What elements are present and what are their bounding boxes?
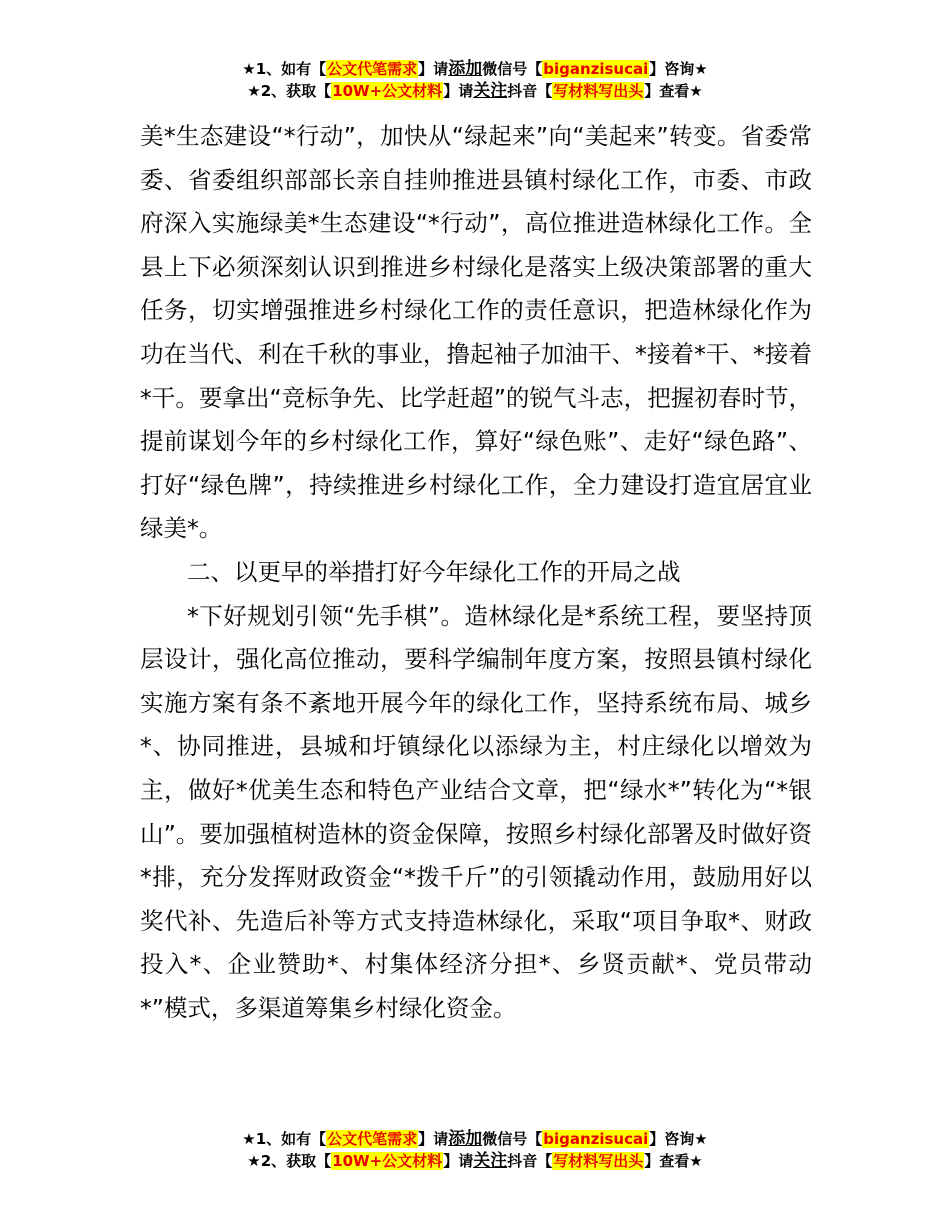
banner-text: ★2、获取【	[247, 1152, 332, 1170]
banner-highlight-douyin-id: 写材料写出头	[553, 1152, 644, 1170]
document-body	[140, 115, 812, 1030]
banner-highlight-wechat-id: biganzisucai	[543, 1130, 649, 1148]
banner-text: 】咨询★	[649, 1130, 708, 1148]
banner-text: 】查看★	[644, 82, 703, 100]
footer-banner-line-1	[0, 1128, 950, 1150]
banner-underline-follow: 关注	[473, 1151, 508, 1171]
banner-text: 】请	[443, 1152, 474, 1170]
banner-text: 】咨询★	[649, 60, 708, 78]
banner-text: 微信号【	[482, 1130, 543, 1148]
banner-text: 】请	[418, 1130, 449, 1148]
banner-text: ★1、如有【	[242, 60, 327, 78]
banner-highlight-materials: 10W+公文材料	[332, 1152, 443, 1170]
banner-text: 】请	[418, 60, 449, 78]
header-banner-line-2	[0, 80, 950, 102]
banner-text: ★2、获取【	[247, 82, 332, 100]
footer-banner	[0, 1128, 950, 1172]
header-banner-line-1	[0, 58, 950, 80]
header-banner	[0, 58, 950, 102]
banner-highlight-service: 公文代笔需求	[327, 1130, 418, 1148]
footer-banner-line-2	[0, 1150, 950, 1172]
section-heading: 二、以更早的举措打好今年绿化工作的开局之战	[187, 557, 681, 586]
banner-highlight-service: 公文代笔需求	[327, 60, 418, 78]
banner-text: 抖音【	[507, 1152, 553, 1170]
banner-text: 抖音【	[507, 82, 553, 100]
banner-text: ★1、如有【	[242, 1130, 327, 1148]
banner-underline-follow: 关注	[473, 81, 508, 101]
banner-highlight-materials: 10W+公文材料	[332, 82, 443, 100]
banner-text: 微信号【	[482, 60, 543, 78]
banner-text: 】请	[443, 82, 474, 100]
banner-underline-add: 添加	[448, 1129, 483, 1149]
paragraph-planning: *下好规划引领“先手棋”。造林绿化是*系统工程，要坚持顶层设计，强化高位推动，要科学编制年度方案，按照县镇村绿化实施方案有条不紊地开展今年的绿化工作，坚持系统布局、城乡*、协同推进，县城和圩镇绿化以添绿为主，村庄绿化以增效为主，做好*优美生态和特色产业结合文章，把“绿水*”转化为“*银山”。要加强植树造林的资金保障，按照乡村绿化部署及时做好资*排，充分发挥财政资金“*拨千斤”的引领撬动作用，鼓励用好以奖代补、先造后补等方式支持造林绿化，采取“项目争取*、财政投入*、企业赞助*、村集体经济分担*、乡贤贡献*、党员带动*”模式，多渠道筹集乡村绿化资金。	[140, 601, 812, 1022]
banner-highlight-wechat-id: biganzisucai	[543, 60, 649, 78]
banner-highlight-douyin-id: 写材料写出头	[553, 82, 644, 100]
paragraph-continued: 美*生态建设“*行动”，加快从“绿起来”向“美起来”转变。省委常委、省委组织部部长亲自挂帅推进县镇村绿化工作，市委、市政府深入实施绿美*生态建设“*行动”，高位推进造林绿化工作。全县上下必须深刻认识到推进乡村绿化是落实上级决策部署的重大任务，切实增强推进乡村绿化工作的责任意识，把造林绿化作为功在当代、利在千秋的事业，撸起袖子加油干、*接着*干、*接着*干。要拿出“竞标争先、比学赶超”的锐气斗志，把握初春时节，提前谋划今年的乡村绿化工作，算好“绿色账”、走好“绿色路”、打好“绿色牌”，持续推进乡村绿化工作，全力建设打造宜居宜业绿美*。	[140, 122, 812, 543]
banner-text: 】查看★	[644, 1152, 703, 1170]
banner-underline-add: 添加	[448, 59, 483, 79]
